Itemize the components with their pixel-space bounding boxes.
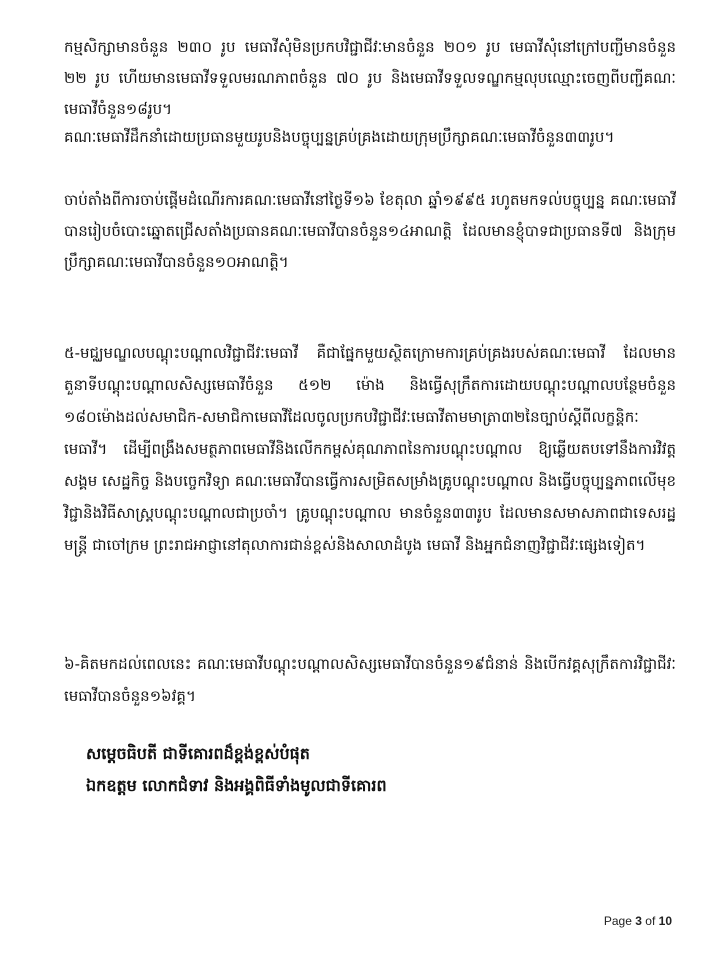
- page-label: Page: [603, 914, 632, 928]
- list-item-training-center: ៥-មជ្ឈមណ្ឌលបណ្តុះបណ្តាលវិជ្ជាជីវៈមេធាវី គឺជាផ្នែកមួយស្ថិតក្រោមការគ្រប់គ្រងរបស់គណៈមេធាវី ដែលមានតួនាទីបណ្តុះបណ្តាលសិស្សមេធាវីចំនួន ៥១២ ម៉ោង និងធ្វើសុក្រឹតការដោយបណ្តុះបណ្តាលបន្ថែមចំនួន ១៨០ម៉ោងដល់សមាជិក-សមាជិកាមេធាវីដែលចូលប្រកបវិជ្ជាជីវៈមេធាវីតាមមាត្រា៣២នៃច្បាប់ស្តីពីលក្ខន្តិកៈមេធាវី។ ដើម្បីពង្រឹងសមត្ថភាពមេធាវីនិងលើកកម្ពស់គុណភាពនៃការបណ្តុះបណ្តាល ឱ្យឆ្លើយតបទៅនឹងការវិវត្តសង្គម សេដ្ឋកិច្ច និងបច្ចេកវិទ្យា គណៈមេធាវីបានធ្វើការសម្រិតសម្រាំងគ្រូបណ្តុះបណ្តាល និងធ្វើបច្ចុប្បន្នភាពលើមុខវិជ្ជានិងវិធីសាស្ត្របណ្តុះបណ្តាលជាប្រចាំ។ គ្រូបណ្តុះបណ្តាល មានចំនួន៣៣រូប ដែលមានសមាសភាពជាទេសរដ្ឋមន្ត្រី ជាចៅក្រម ព្រះរាជអាជ្ញានៅតុលាការជាន់ខ្ពស់និងសាលាដំបូង មេធាវី និងអ្នកជំនាញវិជ្ជាជីវៈផ្សេងទៀត។: [64, 344, 676, 554]
- page-total: 10: [658, 914, 672, 928]
- paragraph-bar-history: ចាប់តាំងពីការចាប់ផ្តើមដំណើរការគណៈមេធាវីនៅថ្ងៃទី១៦ ខែតុលា ឆ្នាំ១៩៩៥ រហូតមកទល់បច្ចុប្បន្ន គណៈមេធាវីបានរៀបចំបោះឆ្នោតជ្រើសតាំងប្រធានគណៈមេធាវីបានចំនួន១៤អាណត្តិ ដែលមានខ្ញុំបាទជាប្រធានទី៧ និងក្រុមប្រឹក្សាគណៈមេធាវីបានចំនួន១០អាណត្តិ។: [64, 191, 676, 271]
- page-number: 3: [635, 914, 642, 928]
- list-item-training-count: ៦-គិតមកដល់ពេលនេះ គណៈមេធាវីបណ្តុះបណ្តាលសិស្សមេធាវីបានចំនួន១៩ជំនាន់ និងបើកវគ្គសុក្រឹតការវិជ្ជាជីវៈមេធាវីបានចំនួន១៦វគ្គ។: [64, 655, 676, 705]
- closing-salutation-1: សម្តេចធិបតី ជាទីគោរពដ៏ខ្ពង់ខ្ពស់បំផុត: [86, 744, 310, 763]
- paragraph-lawyer-statistics: កម្មសិក្សាមានចំនួន ២៣០ រូប មេធាវីសុំមិនប្រកបវិជ្ជាជីវៈមានចំនួន ២០១ រូប មេធាវីសុំនៅក្រៅបញ្ជីមានចំនួន ២២ រូប ហើយមានមេធាវីទទួលមរណភាពចំនួន ៧០ រូប និងមេធាវីទទួលទណ្ឌកម្មលុបឈ្មោះចេញពីបញ្ជីគណៈមេធាវីចំនួន១៨រូប។: [64, 38, 676, 118]
- page-footer: [604, 914, 672, 928]
- closing-salutation-2: ឯកឧត្តម លោកជំទាវ និងអង្គពិធីទាំងមូលជាទីគោរព: [86, 776, 387, 795]
- paragraph-bar-leadership: គណៈមេធាវីដឹកនាំដោយប្រធានមួយរូបនិងបច្ចុប្បន្នគ្រប់គ្រងដោយក្រុមប្រឹក្សាគណៈមេធាវីចំនួន៣៣រូប។: [64, 128, 615, 146]
- of-label: of: [645, 914, 656, 928]
